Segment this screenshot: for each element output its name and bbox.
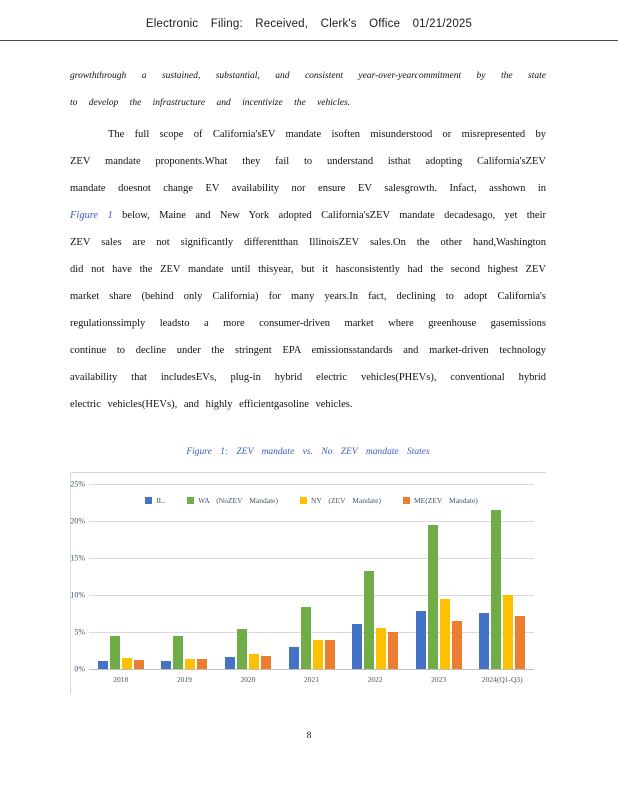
body-paragraph	[70, 121, 546, 418]
bar	[301, 607, 311, 669]
bar	[261, 656, 271, 669]
bar	[416, 611, 426, 669]
y-axis-tick-label: 5%	[74, 627, 85, 637]
bar	[289, 647, 299, 669]
legend-label: ME(ZEV Mandate)	[413, 496, 478, 505]
bar-group-2019	[153, 484, 217, 669]
x-axis-labels	[89, 675, 534, 684]
bar	[388, 632, 398, 669]
body-text: ZEV sales are not significantly differentthan IllinoisZEV sales.On the other hand,Washington	[70, 237, 546, 248]
bar	[479, 613, 489, 669]
bar	[197, 659, 207, 669]
body-line	[70, 229, 546, 256]
x-axis-tick-label: 2019	[176, 675, 192, 684]
intro-line: to develop the infrastructure and incentivize the vehicles.	[70, 98, 351, 108]
bar	[376, 628, 386, 669]
body-text: electric vehicles(HEVs), and highly efficientgasoline vehicles.	[70, 399, 353, 410]
bar-groups	[89, 484, 534, 669]
plot-area	[70, 479, 534, 674]
y-axis-tick-label: 20%	[70, 516, 85, 526]
legend-label: NY (ZEV Mandate)	[311, 496, 381, 505]
bar	[173, 636, 183, 669]
zev-mandate-chart	[70, 472, 546, 694]
bar-group-2024(Q1-Q3)	[470, 484, 534, 669]
bar	[452, 621, 462, 669]
y-axis-tick-label: 25%	[70, 479, 85, 489]
bar	[440, 599, 450, 669]
header-divider	[0, 40, 618, 41]
bar	[503, 595, 513, 669]
body-text: The full scope of California'sEV mandate isoften misunderstood or misrepresented by	[108, 129, 546, 140]
body-text: ZEV mandate proponents.What they fail to understand isthat adopting California'sZEV	[70, 156, 546, 167]
bar	[110, 636, 120, 669]
x-axis-line	[89, 669, 534, 670]
bar	[428, 525, 438, 669]
bar	[313, 640, 323, 669]
bar	[237, 629, 247, 669]
x-axis-tick-label: 2018	[113, 675, 129, 684]
filing-header: Electronic Filing: Received, Clerk's Office 01/21/2025	[145, 18, 473, 30]
body-text: below, Maine and New York adopted California'sZEV mandate decadesago, yet their	[112, 210, 546, 221]
bar-group-2022	[343, 484, 407, 669]
body-line	[70, 202, 546, 229]
bar	[98, 661, 108, 669]
bar	[491, 510, 501, 669]
body-line	[70, 310, 546, 337]
bar	[122, 658, 132, 669]
page-number: 8	[306, 731, 312, 741]
legend-label: WA (NoZEV Mandate)	[198, 496, 278, 505]
intro-line: growththrough a sustained, substantial, and consistent year-over-yearcommitment by the state	[70, 71, 546, 81]
bar-group-2018	[89, 484, 153, 669]
body-line	[70, 391, 546, 418]
bar	[352, 624, 362, 669]
bar	[325, 640, 335, 669]
body-line	[70, 175, 546, 202]
bar-group-2021	[280, 484, 344, 669]
intro-paragraph	[70, 63, 546, 117]
bar	[249, 654, 259, 669]
x-axis-tick-label: 2024(Q1-Q3)	[481, 675, 523, 684]
body-text: mandate doesnot change EV availability nor ensure EV salesgrowth. Infact, asshown in	[70, 183, 546, 194]
bar	[225, 657, 235, 669]
figure-reference: Figure 1	[70, 210, 113, 221]
body-line	[70, 337, 546, 364]
y-axis-tick-label: 10%	[70, 590, 85, 600]
body-line	[70, 148, 546, 175]
bar	[364, 571, 374, 669]
x-axis-tick-label: 2022	[367, 675, 383, 684]
body-text: continue to decline under the stringent EPA emissionsstandards and market-driven technology	[70, 345, 546, 356]
body-text: availability that includesEVs, plug-in hybrid electric vehicles(PHEVs), conventional hybrid	[70, 372, 546, 383]
body-line	[70, 283, 546, 310]
figure-caption: Figure 1: ZEV mandate vs. No ZEV mandate States	[186, 447, 430, 457]
bar-group-2023	[407, 484, 471, 669]
x-axis-tick-label: 2020	[240, 675, 256, 684]
x-axis-tick-label: 2021	[304, 675, 320, 684]
body-text: did not have the ZEV mandate until thisyear, but it hasconsistently had the second highest ZEV	[70, 264, 546, 275]
y-axis-tick-label: 0%	[74, 664, 85, 674]
bar	[185, 659, 195, 669]
body-line	[70, 256, 546, 283]
y-axis-tick-label: 15%	[70, 553, 85, 563]
bar	[515, 616, 525, 669]
body-line	[70, 121, 546, 148]
x-axis-tick-label: 2023	[431, 675, 447, 684]
legend-label: IL.	[156, 496, 166, 505]
body-text: market share (behind only California) for many years.In fact, declining to adopt California's	[70, 291, 546, 302]
body-line	[70, 364, 546, 391]
body-text: regulationssimply leadsto a more consumer-driven market where greenhouse gasemissions	[70, 318, 546, 329]
bar-group-2020	[216, 484, 280, 669]
bar	[134, 660, 144, 669]
bar	[161, 661, 171, 669]
